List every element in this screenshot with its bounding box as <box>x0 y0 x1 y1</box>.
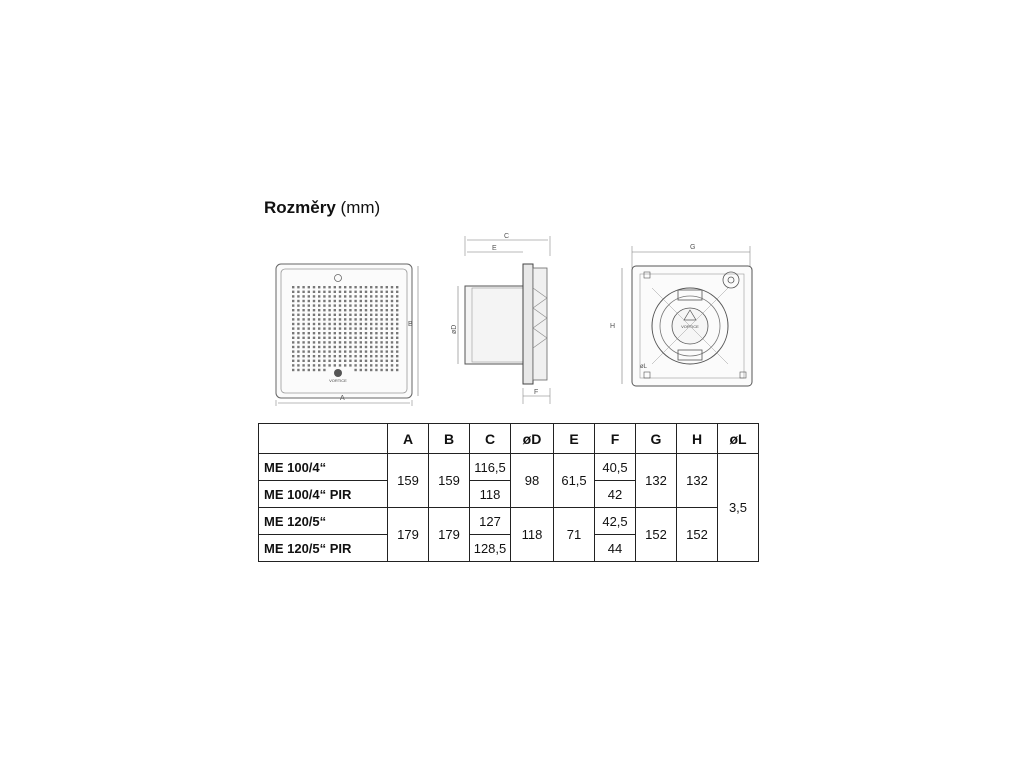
table-header: G <box>636 424 677 454</box>
model-name: ME 100/4“ PIR <box>259 481 388 508</box>
dim-label-g: G <box>690 244 696 251</box>
dimensions-table <box>258 423 759 562</box>
cell-f: 40,5 <box>595 454 636 481</box>
cell-e: 61,5 <box>554 454 595 508</box>
dim-label-e: E <box>492 245 497 252</box>
table-header <box>259 424 388 454</box>
table-header: øL <box>718 424 759 454</box>
cell-f: 42,5 <box>595 508 636 535</box>
cell-l: 3,5 <box>718 454 759 562</box>
cell-h: 152 <box>677 508 718 562</box>
model-name: ME 100/4“ <box>259 454 388 481</box>
cell-a: 159 <box>388 454 429 508</box>
model-name: ME 120/5“ PIR <box>259 535 388 562</box>
cell-f: 42 <box>595 481 636 508</box>
title-unit: (mm) <box>340 198 381 217</box>
side-view-drawing <box>451 233 550 404</box>
cell-b: 179 <box>429 508 470 562</box>
cell-c: 116,5 <box>470 454 511 481</box>
table-header: B <box>429 424 470 454</box>
cell-c: 127 <box>470 508 511 535</box>
cell-d: 118 <box>511 508 554 562</box>
cell-f: 44 <box>595 535 636 562</box>
dim-label-d: øD <box>451 324 458 334</box>
cell-g: 132 <box>636 454 677 508</box>
vortice-logo-icon <box>334 369 342 377</box>
dim-label-l: øL <box>640 364 648 370</box>
cell-g: 152 <box>636 508 677 562</box>
table-header: A <box>388 424 429 454</box>
cell-c: 128,5 <box>470 535 511 562</box>
table-header: E <box>554 424 595 454</box>
dim-label-b: B <box>408 321 413 328</box>
rotor-text: VORTICE <box>681 324 699 329</box>
cell-a: 179 <box>388 508 429 562</box>
table-header: C <box>470 424 511 454</box>
cell-h: 132 <box>677 454 718 508</box>
dim-label-a: A <box>340 395 345 402</box>
dim-label-c: C <box>504 233 510 240</box>
table-row <box>259 454 759 481</box>
table-header: H <box>677 424 718 454</box>
table-row <box>259 508 759 535</box>
cell-d: 98 <box>511 454 554 508</box>
dim-label-h: H <box>610 323 616 330</box>
dim-label-f: F <box>534 389 539 396</box>
table-header: F <box>595 424 636 454</box>
cell-b: 159 <box>429 454 470 508</box>
back-view-drawing <box>610 244 752 386</box>
table-header: øD <box>511 424 554 454</box>
cell-e: 71 <box>554 508 595 562</box>
model-name: ME 120/5“ <box>259 508 388 535</box>
cell-c: 118 <box>470 481 511 508</box>
front-view-drawing <box>276 264 418 406</box>
title-bold: Rozměry <box>264 198 336 217</box>
technical-drawings <box>260 228 765 414</box>
logo-text: VORTICE <box>329 378 347 383</box>
page-title <box>264 198 380 218</box>
table-header-row <box>259 424 759 454</box>
